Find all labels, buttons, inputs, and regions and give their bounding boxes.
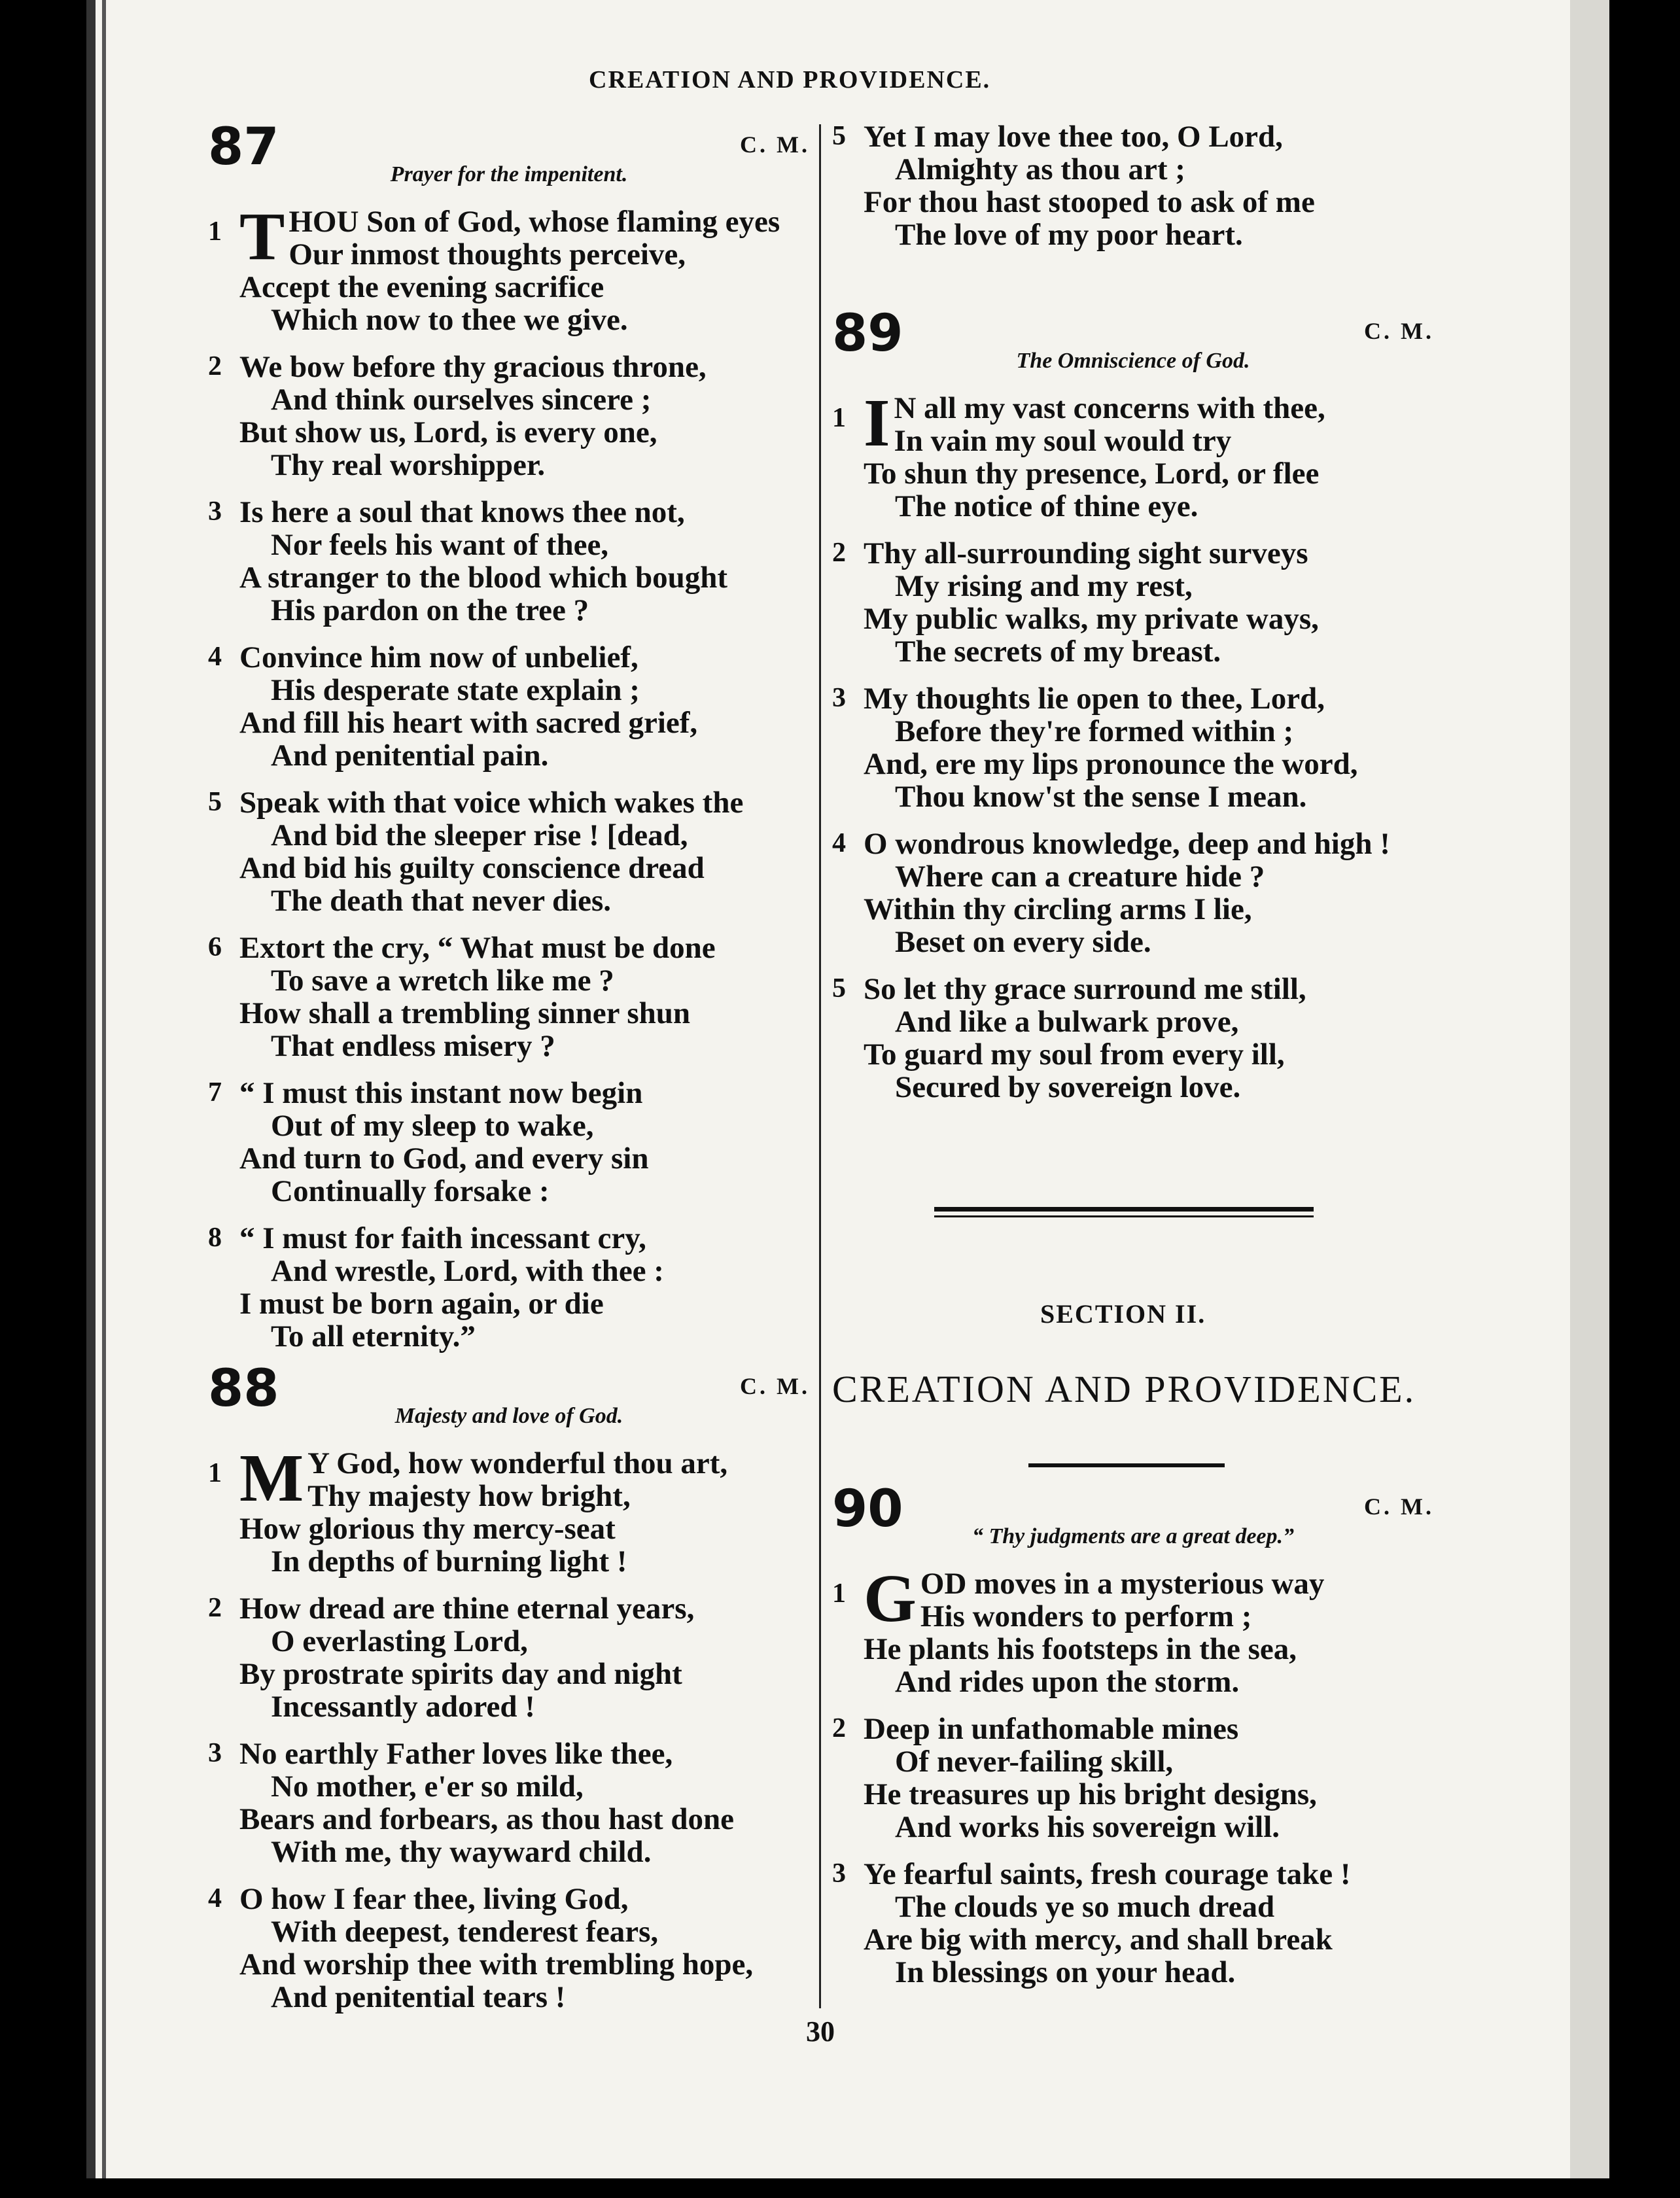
verse-line: Deep in unfathomable mines (864, 1712, 1239, 1746)
verse-number: 1 (832, 1579, 846, 1609)
verse (832, 385, 1434, 523)
section-label: SECTION II. (1040, 1299, 1206, 1329)
verse-number: 7 (208, 1077, 222, 1108)
hymn-number: 87 (208, 118, 279, 177)
hymn-88 (208, 1359, 810, 2028)
verse (832, 1561, 1434, 1699)
verse-line: His pardon on the tree ? (271, 593, 589, 627)
verse-line: Ye fearful saints, fresh courage take ! (864, 1857, 1351, 1891)
verse-line: No earthly Father loves like thee, (239, 1737, 673, 1771)
verse-line: Nor feels his want of thee, (271, 528, 609, 562)
verse-line: And wrestle, Lord, with thee : (271, 1254, 664, 1288)
verse-number: 4 (208, 1883, 222, 1913)
verse-line: Which now to thee we give. (271, 303, 628, 337)
verse (208, 786, 810, 917)
verse-line: His wonders to perform ; (920, 1599, 1252, 1633)
hymn-title: Majesty and love of God. (394, 1404, 623, 1428)
verse-line: And turn to God, and every sin (239, 1142, 649, 1176)
verse-line: How dread are thine eternal years, (239, 1592, 695, 1626)
verse (832, 973, 1434, 1104)
verse-line: Thy all-surrounding sight surveys (864, 536, 1308, 570)
verse (208, 932, 810, 1062)
section-rule (934, 1207, 1314, 1217)
verse-line: Incessantly adored ! (271, 1690, 535, 1724)
hymn-87 (208, 118, 810, 1367)
verse-number: 3 (208, 1738, 222, 1768)
verse-line: Convince him now of unbelief, (239, 640, 639, 674)
hymn-meter: C. M. (740, 1373, 810, 1399)
verse-line: Speak with that voice which wakes the (239, 786, 744, 820)
running-head: CREATION AND PROVIDENCE. (589, 66, 991, 94)
verse-line: So let thy grace surround me still, (864, 972, 1306, 1006)
verse-number: 1 (832, 403, 846, 433)
verse-line: To save a wretch like me ? (271, 964, 614, 998)
verse-line: Thy real worshipper. (271, 448, 546, 482)
verse-line: The secrets of my breast. (895, 635, 1221, 669)
verse-line: Thou know'st the sense I mean. (895, 780, 1307, 814)
verse (208, 496, 810, 627)
verse-line: Where can a creature hide ? (895, 860, 1265, 894)
verse-line: O wondrous knowledge, deep and high ! (864, 827, 1390, 861)
verse-number: 3 (208, 497, 222, 527)
verse-line: Within thy circling arms I lie, (864, 892, 1252, 926)
verse-number: 4 (832, 828, 846, 858)
verse-number: 2 (832, 538, 846, 568)
verse (208, 1592, 810, 1723)
verse (832, 120, 1434, 251)
verse-line: By prostrate spirits day and night (239, 1657, 682, 1691)
verse-line: And think ourselves sincere ; (271, 383, 652, 417)
verse-line: Accept the evening sacrifice (239, 270, 604, 304)
verse-line: The notice of thine eye. (895, 489, 1199, 523)
scan-margin (1609, 0, 1680, 2178)
verse-line: Our inmost thoughts perceive, (289, 237, 686, 271)
verse-line: With deepest, tenderest fears, (271, 1915, 659, 1949)
hymn-89 (832, 304, 1434, 1118)
verse (208, 1440, 810, 1579)
verse-number: 5 (832, 973, 846, 1003)
verse-line: And bid his guilty conscience dread (239, 851, 705, 885)
verse (208, 1883, 810, 2014)
drop-cap: G (864, 1561, 917, 1636)
verse-line: “ I must for faith incessant cry, (239, 1221, 646, 1255)
verse-number: 2 (832, 1713, 846, 1743)
verse-line: And worship thee with trembling hope, (239, 1947, 754, 1981)
verse-line: HOU Son of God, whose flaming eyes (289, 205, 780, 239)
hymn-number: 89 (832, 304, 903, 363)
verse-number: 5 (208, 787, 222, 817)
title-rule (1028, 1463, 1225, 1467)
verse-line: And penitential tears ! (271, 1980, 566, 2014)
hymn-number: 88 (208, 1359, 279, 1418)
verse-line: How glorious thy mercy-seat (239, 1512, 616, 1546)
verse-line: Y God, how wonderful thou art, (307, 1446, 728, 1480)
hymn-title: “ Thy judgments are a great deep.” (971, 1524, 1295, 1548)
verse-line: Of never-failing skill, (895, 1745, 1174, 1779)
verse-line: Thy majesty how bright, (307, 1479, 631, 1513)
verse-line: Continually forsake : (271, 1174, 550, 1208)
verse-line: He treasures up his bright designs, (864, 1777, 1317, 1811)
verse-line: My thoughts lie open to thee, Lord, (864, 682, 1325, 716)
page-number: 30 (806, 2015, 835, 2048)
verse-line: OD moves in a mysterious way (920, 1567, 1325, 1601)
verse-line: Secured by sovereign love. (895, 1070, 1241, 1104)
verse-line: N all my vast concerns with thee, (894, 391, 1325, 425)
hymn-90 (832, 1480, 1434, 2003)
verse-number: 4 (208, 642, 222, 672)
verse-line: In vain my soul would try (894, 424, 1232, 458)
drop-cap: T (239, 199, 285, 274)
verse-line: For thou hast stooped to ask of me (864, 185, 1315, 219)
hymn-title: The Omniscience of God. (1016, 349, 1250, 373)
verse-line: And works his sovereign will. (895, 1810, 1280, 1844)
verse-line: “ I must this instant now begin (239, 1076, 643, 1110)
verse-line: In depths of burning light ! (271, 1544, 627, 1579)
verse-line: Yet I may love thee too, O Lord, (864, 120, 1283, 154)
binding-edge (86, 0, 96, 2178)
verse (832, 682, 1434, 813)
verse-line: Out of my sleep to wake, (271, 1109, 594, 1143)
verse-line: And fill his heart with sacred grief, (239, 706, 698, 740)
section-title: CREATION AND PROVIDENCE. (832, 1368, 1416, 1410)
verse (832, 1858, 1434, 1989)
verse-number: 1 (208, 1458, 222, 1488)
hymn-title: Prayer for the impenitent. (390, 162, 628, 186)
verse-line: The clouds ye so much dread (895, 1890, 1275, 1924)
verse-line: With me, thy wayward child. (271, 1835, 652, 1869)
verse-line: Extort the cry, “ What must be done (239, 931, 716, 965)
verse-line: How shall a trembling sinner shun (239, 996, 691, 1030)
hymn-88-continued (832, 120, 1434, 266)
verse-number: 3 (832, 683, 846, 713)
hymn-meter: C. M. (740, 131, 810, 158)
verse-line: O how I fear thee, living God, (239, 1882, 629, 1916)
verse-line: A stranger to the blood which bought (239, 561, 728, 595)
verse-line: To all eternity.” (271, 1319, 476, 1353)
verse-line: And penitential pain. (271, 739, 549, 773)
verse (832, 1713, 1434, 1843)
verse-line: In blessings on your head. (895, 1955, 1236, 1989)
verse-line: Bears and forbears, as thou hast done (239, 1802, 734, 1836)
verse-line: His desperate state explain ; (271, 673, 640, 707)
column-divider (819, 124, 821, 2008)
verse-number: 8 (208, 1223, 222, 1253)
verse-line: But show us, Lord, is every one, (239, 415, 657, 449)
verse-line: I must be born again, or die (239, 1287, 604, 1321)
verse-line: He plants his footsteps in the sea, (864, 1632, 1297, 1666)
verse-line: Before they're formed within ; (895, 714, 1294, 748)
verse-number: 5 (832, 121, 846, 151)
verse-line: My public walks, my private ways, (864, 602, 1319, 636)
verse-line: Beset on every side. (895, 925, 1151, 959)
verse-line: The love of my poor heart. (895, 218, 1243, 252)
verse (832, 828, 1434, 958)
scan-bottom (0, 2178, 1680, 2198)
verse-number: 3 (832, 1858, 846, 1889)
verse-line: And bid the sleeper rise ! [dead, (271, 818, 688, 852)
hymn-meter: C. M. (1364, 318, 1434, 344)
verse-line: O everlasting Lord, (271, 1624, 528, 1658)
verse-line: We bow before thy gracious throne, (239, 350, 707, 384)
verse (208, 1737, 810, 1868)
verse-line: To shun thy presence, Lord, or flee (864, 457, 1320, 491)
verse-number: 2 (208, 351, 222, 381)
page-edge-shadow (1570, 0, 1609, 2178)
verse-line: No mother, e'er so mild, (271, 1770, 584, 1804)
verse-line: Are big with mercy, and shall break (864, 1923, 1333, 1957)
verse (832, 537, 1434, 668)
verse (208, 1077, 810, 1208)
verse-line: And, ere my lips pronounce the word, (864, 747, 1358, 781)
verse-number: 6 (208, 932, 222, 962)
verse-line: The death that never dies. (271, 884, 612, 918)
verse-line: And like a bulwark prove, (895, 1005, 1239, 1039)
verse-line: My rising and my rest, (895, 569, 1193, 603)
binding-edge-inner (102, 0, 106, 2178)
verse-line: Is here a soul that knows thee not, (239, 495, 685, 529)
verse-number: 1 (208, 217, 222, 247)
verse-line: And rides upon the storm. (895, 1665, 1240, 1699)
verse (208, 199, 810, 337)
verse-line: Almighty as thou art ; (895, 152, 1185, 186)
verse (208, 1222, 810, 1353)
verse (208, 641, 810, 772)
verse-line: That endless misery ? (271, 1029, 555, 1063)
verse (208, 351, 810, 481)
drop-cap: M (239, 1440, 304, 1516)
verse-number: 2 (208, 1593, 222, 1623)
hymn-meter: C. M. (1364, 1493, 1434, 1520)
hymn-number: 90 (832, 1480, 903, 1539)
drop-cap: I (864, 385, 890, 461)
verse-line: To guard my soul from every ill, (864, 1038, 1285, 1072)
